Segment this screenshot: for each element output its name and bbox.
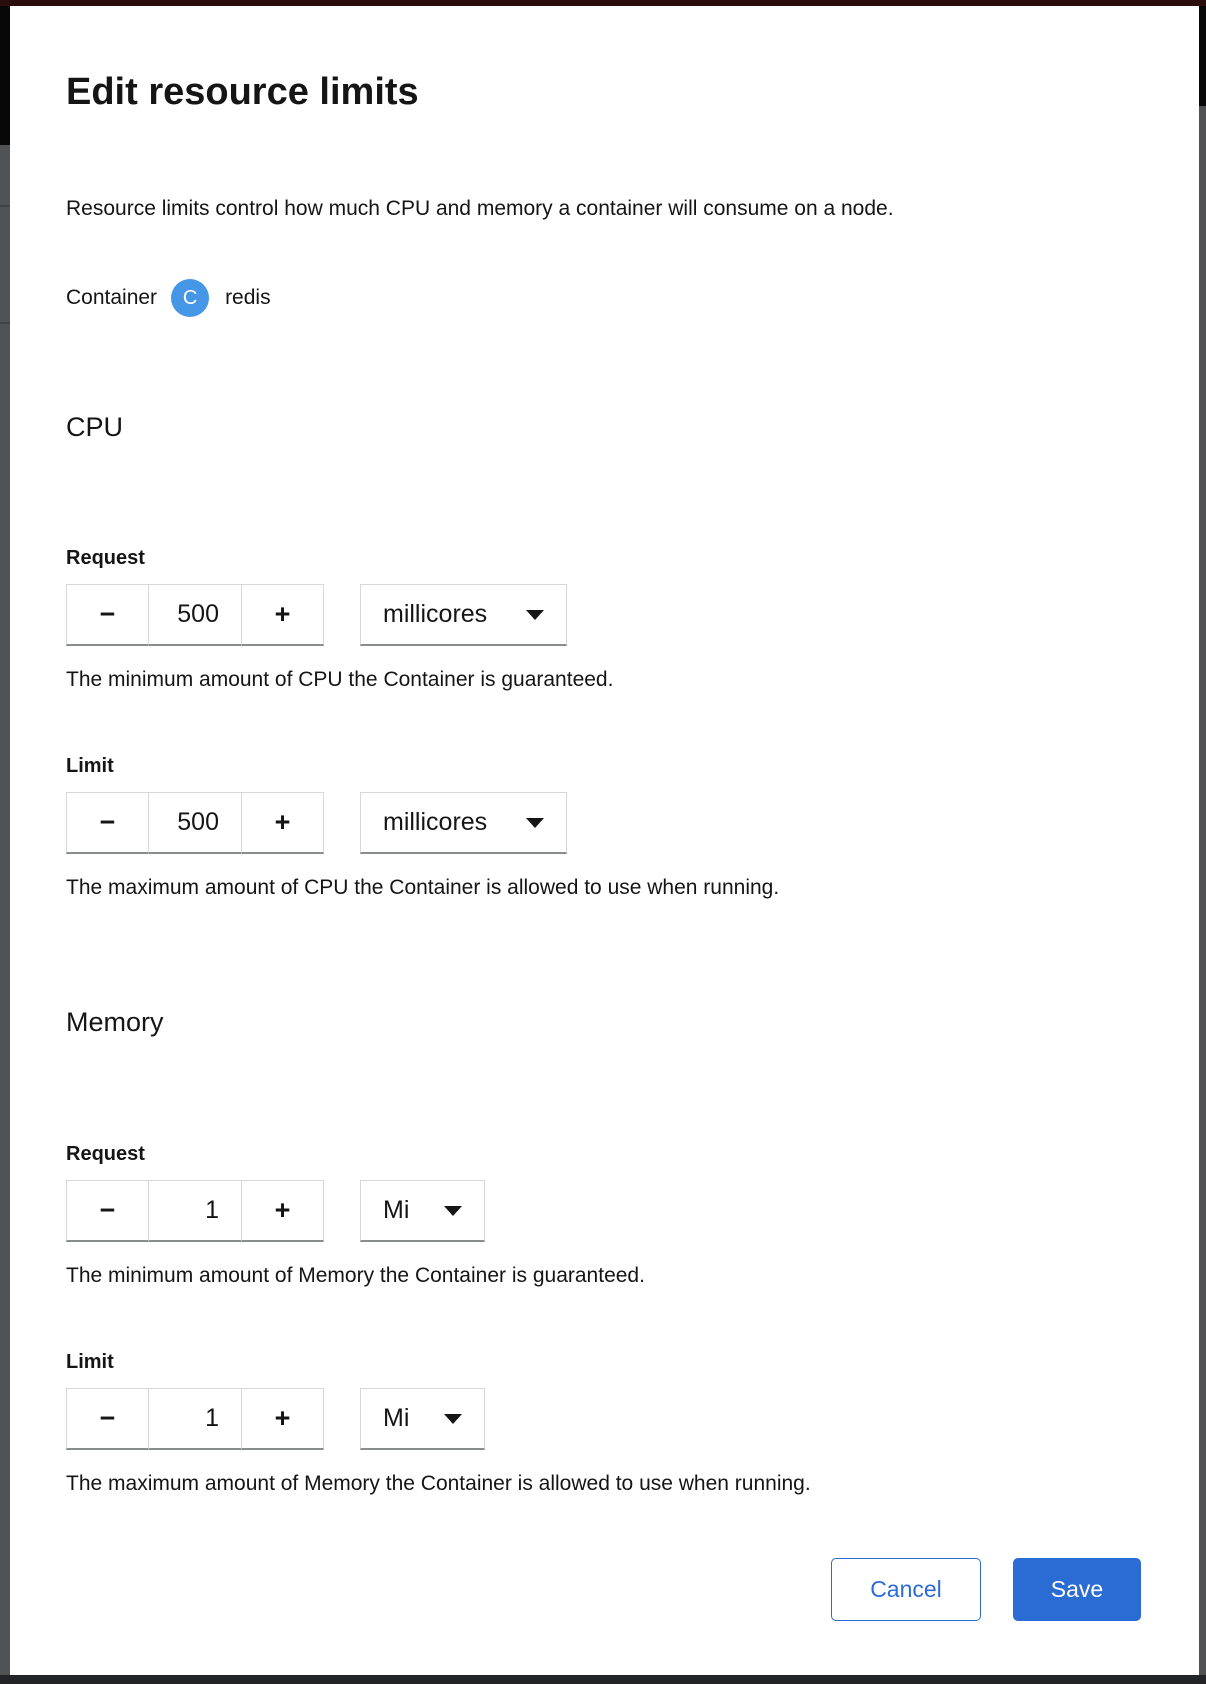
cpu-limit-decrement-button[interactable]: − [66,792,148,854]
cpu-limit-controls [66,792,1141,854]
cpu-request-controls [66,584,1141,646]
cpu-limit-unit-value: millicores [383,808,488,836]
modal-title: Edit resource limits [66,71,419,113]
section-heading-memory: Memory [66,1007,164,1037]
memory-request-increment-button[interactable]: + [242,1180,324,1242]
edit-resource-limits-modal [10,6,1199,1675]
memory-limit-controls [66,1388,1141,1450]
cpu-request-unit-value: millicores [383,600,488,628]
backdrop-left-masthead [0,6,10,145]
cpu-limit-increment-button[interactable]: + [242,792,324,854]
memory-limit-decrement-button[interactable]: − [66,1388,148,1450]
memory-limit-unit-value: Mi [383,1404,410,1432]
chevron-down-icon [444,1414,462,1424]
chevron-down-icon [526,818,544,828]
cpu-request-help-text: The minimum amount of CPU the Container is guaranteed. [66,668,614,691]
cpu-request-label: Request [66,547,145,569]
cpu-limit-value-input[interactable] [148,792,242,854]
container-badge-icon: C [171,279,209,317]
cpu-limit-unit-select[interactable] [360,792,567,854]
memory-limit-unit-select[interactable] [360,1388,485,1450]
modal-footer [66,1558,1141,1621]
memory-request-label: Request [66,1143,145,1165]
chevron-down-icon [526,610,544,620]
memory-request-decrement-button[interactable]: − [66,1180,148,1242]
section-heading-cpu: CPU [66,412,124,442]
memory-request-unit-value: Mi [383,1196,410,1224]
cpu-limit-spinner [66,792,324,854]
backdrop-divider [0,205,10,207]
backdrop-divider [0,322,10,324]
modal-description: Resource limits control how much CPU and memory a container will consume on a node. [66,197,894,220]
memory-limit-spinner [66,1388,324,1450]
cancel-button[interactable]: Cancel [831,1558,981,1621]
container-row [66,278,1141,318]
memory-request-controls [66,1180,1141,1242]
cpu-request-spinner [66,584,324,646]
memory-limit-increment-button[interactable]: + [242,1388,324,1450]
save-button[interactable]: Save [1013,1558,1141,1621]
cpu-limit-label: Limit [66,755,114,777]
chevron-down-icon [444,1206,462,1216]
cpu-limit-help-text: The maximum amount of CPU the Container is allowed to use when running. [66,876,780,899]
cpu-request-increment-button[interactable]: + [242,584,324,646]
container-name: redis [225,286,271,309]
memory-request-spinner [66,1180,324,1242]
cpu-request-unit-select[interactable] [360,584,567,646]
container-label: Container [66,286,158,309]
memory-limit-value-input[interactable] [148,1388,242,1450]
cpu-request-value-input[interactable] [148,584,242,646]
memory-request-help-text: The minimum amount of Memory the Container is guaranteed. [66,1264,645,1287]
memory-request-value-input[interactable] [148,1180,242,1242]
memory-limit-help-text: The maximum amount of Memory the Container is allowed to use when running. [66,1472,811,1495]
cpu-request-decrement-button[interactable]: − [66,584,148,646]
backdrop-bottom-strip [0,1675,1206,1684]
memory-limit-label: Limit [66,1351,114,1373]
memory-request-unit-select[interactable] [360,1180,485,1242]
